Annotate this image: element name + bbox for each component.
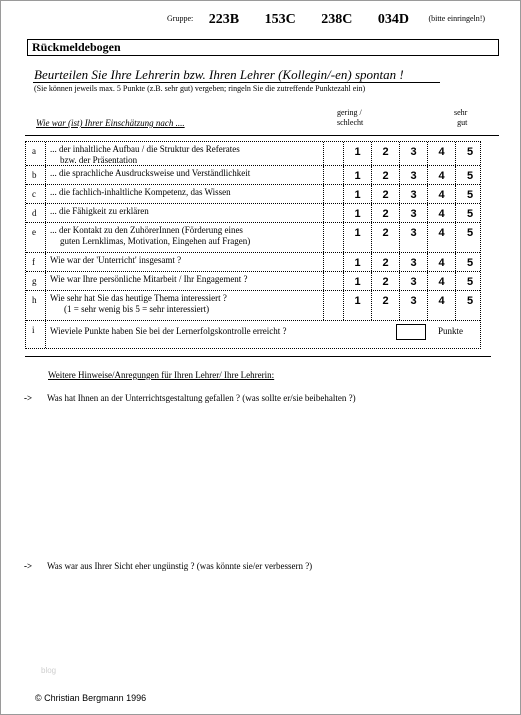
rating-option-1[interactable]: 1 — [344, 204, 372, 222]
row-question-line: ... die Fähigkeit zu erklären — [50, 206, 149, 216]
group-option-1[interactable]: 223B — [208, 12, 240, 27]
rating-option-2[interactable]: 2 — [372, 223, 400, 252]
row-question — [46, 223, 324, 252]
row-letter: a — [26, 142, 46, 165]
rating-option-3[interactable]: 3 — [400, 166, 428, 184]
row-spacer — [324, 185, 344, 203]
question-improve-text: Was war aus Ihrer Sicht eher ungünstig ? (was könnte sie/er verbessern ?) — [47, 561, 313, 571]
group-note: (bitte einringeln!) — [428, 14, 486, 23]
rating-option-5[interactable]: 5 — [466, 276, 474, 288]
row-letter: e — [26, 223, 46, 252]
table-row — [26, 204, 480, 223]
rating-option-4[interactable]: 4 — [428, 272, 456, 290]
rating-option-2[interactable]: 2 — [372, 253, 400, 271]
row-spacer — [324, 166, 344, 184]
row-question — [46, 291, 324, 320]
group-option-2[interactable]: 153C — [264, 12, 296, 27]
row-question — [46, 272, 324, 290]
row-question-line: ... der Kontakt zu den ZuhörerInnen (Förderung eines — [50, 225, 243, 235]
table-row — [26, 223, 480, 253]
row-spacer — [324, 253, 344, 271]
question-improve — [24, 561, 312, 571]
points-unit-label: Punkte — [438, 326, 464, 336]
rating-option-2[interactable]: 2 — [372, 142, 400, 165]
table-row — [26, 272, 480, 291]
table-row — [26, 142, 480, 166]
row-spacer — [324, 223, 344, 252]
row-question-line: ... die sprachliche Ausdrucksweise und Verständlichkeit — [50, 168, 251, 178]
rating-option-5[interactable]: 5 — [466, 170, 474, 182]
rating-option-5[interactable]: 5 — [466, 146, 474, 158]
rating-option-3[interactable]: 3 — [400, 272, 428, 290]
row-question-line: ... der inhaltliche Aufbau / die Struktur des Referates — [50, 144, 240, 154]
row-question-line: bzw. der Präsentation — [60, 155, 138, 165]
group-label: Gruppe: — [167, 14, 194, 23]
row-spacer — [324, 142, 344, 165]
rating-option-1[interactable]: 1 — [344, 253, 372, 271]
rating-option-2[interactable]: 2 — [372, 291, 400, 320]
scale-low-label: gering / schlecht — [337, 108, 364, 127]
rating-option-4[interactable]: 4 — [428, 223, 456, 252]
table-row — [26, 185, 480, 204]
row-question — [46, 253, 324, 271]
rating-option-1[interactable]: 1 — [344, 166, 372, 184]
rating-option-2[interactable]: 2 — [372, 272, 400, 290]
row-question — [46, 142, 324, 165]
table-row — [26, 253, 480, 272]
rating-option-2[interactable]: 2 — [372, 166, 400, 184]
question-header: Wie war (ist) Ihrer Einschätzung nach .... — [36, 118, 185, 128]
row-question-line: Wie war der 'Unterricht' insgesamt ? — [50, 255, 182, 265]
rating-option-5[interactable]: 5 — [466, 208, 474, 220]
group-option-4[interactable]: 034D — [377, 12, 409, 27]
rating-option-4[interactable]: 4 — [428, 291, 456, 320]
row-question-line: Wie sehr hat Sie das heutige Thema interessiert ? — [50, 293, 227, 303]
rating-table — [25, 141, 481, 349]
row-question — [46, 185, 324, 203]
rating-option-3[interactable]: 3 — [400, 204, 428, 222]
intro-heading: Beurteilen Sie Ihre Lehrerin bzw. Ihren Lehrer (Kollegin/-en) spontan ! — [34, 67, 404, 82]
question-liked — [24, 393, 356, 403]
rating-option-1[interactable]: 1 — [344, 291, 372, 320]
row-letter: c — [26, 185, 46, 203]
row-letter: g — [26, 272, 46, 290]
intro-instructions: (Sie können jeweils max. 5 Punkte (z.B. sehr gut) vergeben; ringeln Sie die zutreffende Punktezahl ein) — [34, 84, 366, 93]
row-letter: h — [26, 291, 46, 320]
row-letter: b — [26, 166, 46, 184]
row-spacer — [324, 272, 344, 290]
arrow-icon: -> — [24, 561, 33, 571]
row-spacer — [324, 204, 344, 222]
rating-option-5[interactable]: 5 — [466, 257, 474, 269]
rating-option-3[interactable]: 3 — [400, 142, 428, 165]
rating-option-3[interactable]: 3 — [400, 185, 428, 203]
question-liked-text: Was hat Ihnen an der Unterrichtsgestaltung gefallen ? (was sollte er/sie beibehalten ?) — [47, 393, 356, 403]
row-letter: i — [26, 321, 46, 348]
rating-option-5[interactable]: 5 — [466, 295, 474, 307]
rating-option-4[interactable]: 4 — [428, 166, 456, 184]
row-question-line: (1 = sehr wenig bis 5 = sehr interessiert) — [64, 304, 210, 314]
row-question: Wieviele Punkte haben Sie bei der Lernerfolgskontrolle erreicht ? — [50, 326, 287, 336]
table-row — [26, 166, 480, 185]
row-question — [46, 204, 324, 222]
rating-option-4[interactable]: 4 — [428, 253, 456, 271]
row-question-line: ... die fachlich-inhaltliche Kompetenz, das Wissen — [50, 187, 231, 197]
rating-option-1[interactable]: 1 — [344, 185, 372, 203]
group-option-3[interactable]: 238C — [321, 12, 353, 27]
points-input-box[interactable] — [396, 324, 426, 340]
rating-option-2[interactable]: 2 — [372, 204, 400, 222]
rating-option-4[interactable]: 4 — [428, 185, 456, 203]
rating-option-5[interactable]: 5 — [466, 227, 474, 239]
copyright: © Christian Bergmann 1996 — [35, 693, 147, 703]
intro-underline — [33, 82, 440, 83]
rating-option-4[interactable]: 4 — [428, 204, 456, 222]
row-spacer — [324, 291, 344, 320]
row-question — [46, 166, 324, 184]
table-row — [26, 291, 480, 321]
form-title: Rückmeldebogen — [27, 39, 499, 56]
row-letter: f — [26, 253, 46, 271]
rating-option-5[interactable]: 5 — [466, 189, 474, 201]
rating-option-3[interactable]: 3 — [400, 223, 428, 252]
table-row-points — [26, 321, 480, 348]
rating-option-3[interactable]: 3 — [400, 253, 428, 271]
rating-option-4[interactable]: 4 — [428, 142, 456, 165]
further-notes-heading: Weitere Hinweise/Anregungen für Ihren Lehrer/ Ihre Lehrerin: — [48, 370, 275, 380]
divider — [25, 356, 491, 357]
rating-option-1[interactable]: 1 — [344, 142, 372, 165]
rating-option-1[interactable]: 1 — [344, 272, 372, 290]
row-question-line: Wie war Ihre persönliche Mitarbeit / Ihr Engagement ? — [50, 274, 248, 284]
rating-option-1[interactable]: 1 — [344, 223, 372, 252]
rating-option-2[interactable]: 2 — [372, 185, 400, 203]
divider — [25, 135, 499, 136]
rating-option-3[interactable]: 3 — [400, 291, 428, 320]
row-question-line: guten Lernklimas, Motivation, Eingehen auf Fragen) — [60, 236, 251, 246]
watermark: blog — [41, 666, 57, 675]
scale-high-label: sehr gut — [454, 108, 468, 127]
arrow-icon: -> — [24, 393, 33, 403]
row-letter: d — [26, 204, 46, 222]
group-header — [167, 12, 485, 28]
